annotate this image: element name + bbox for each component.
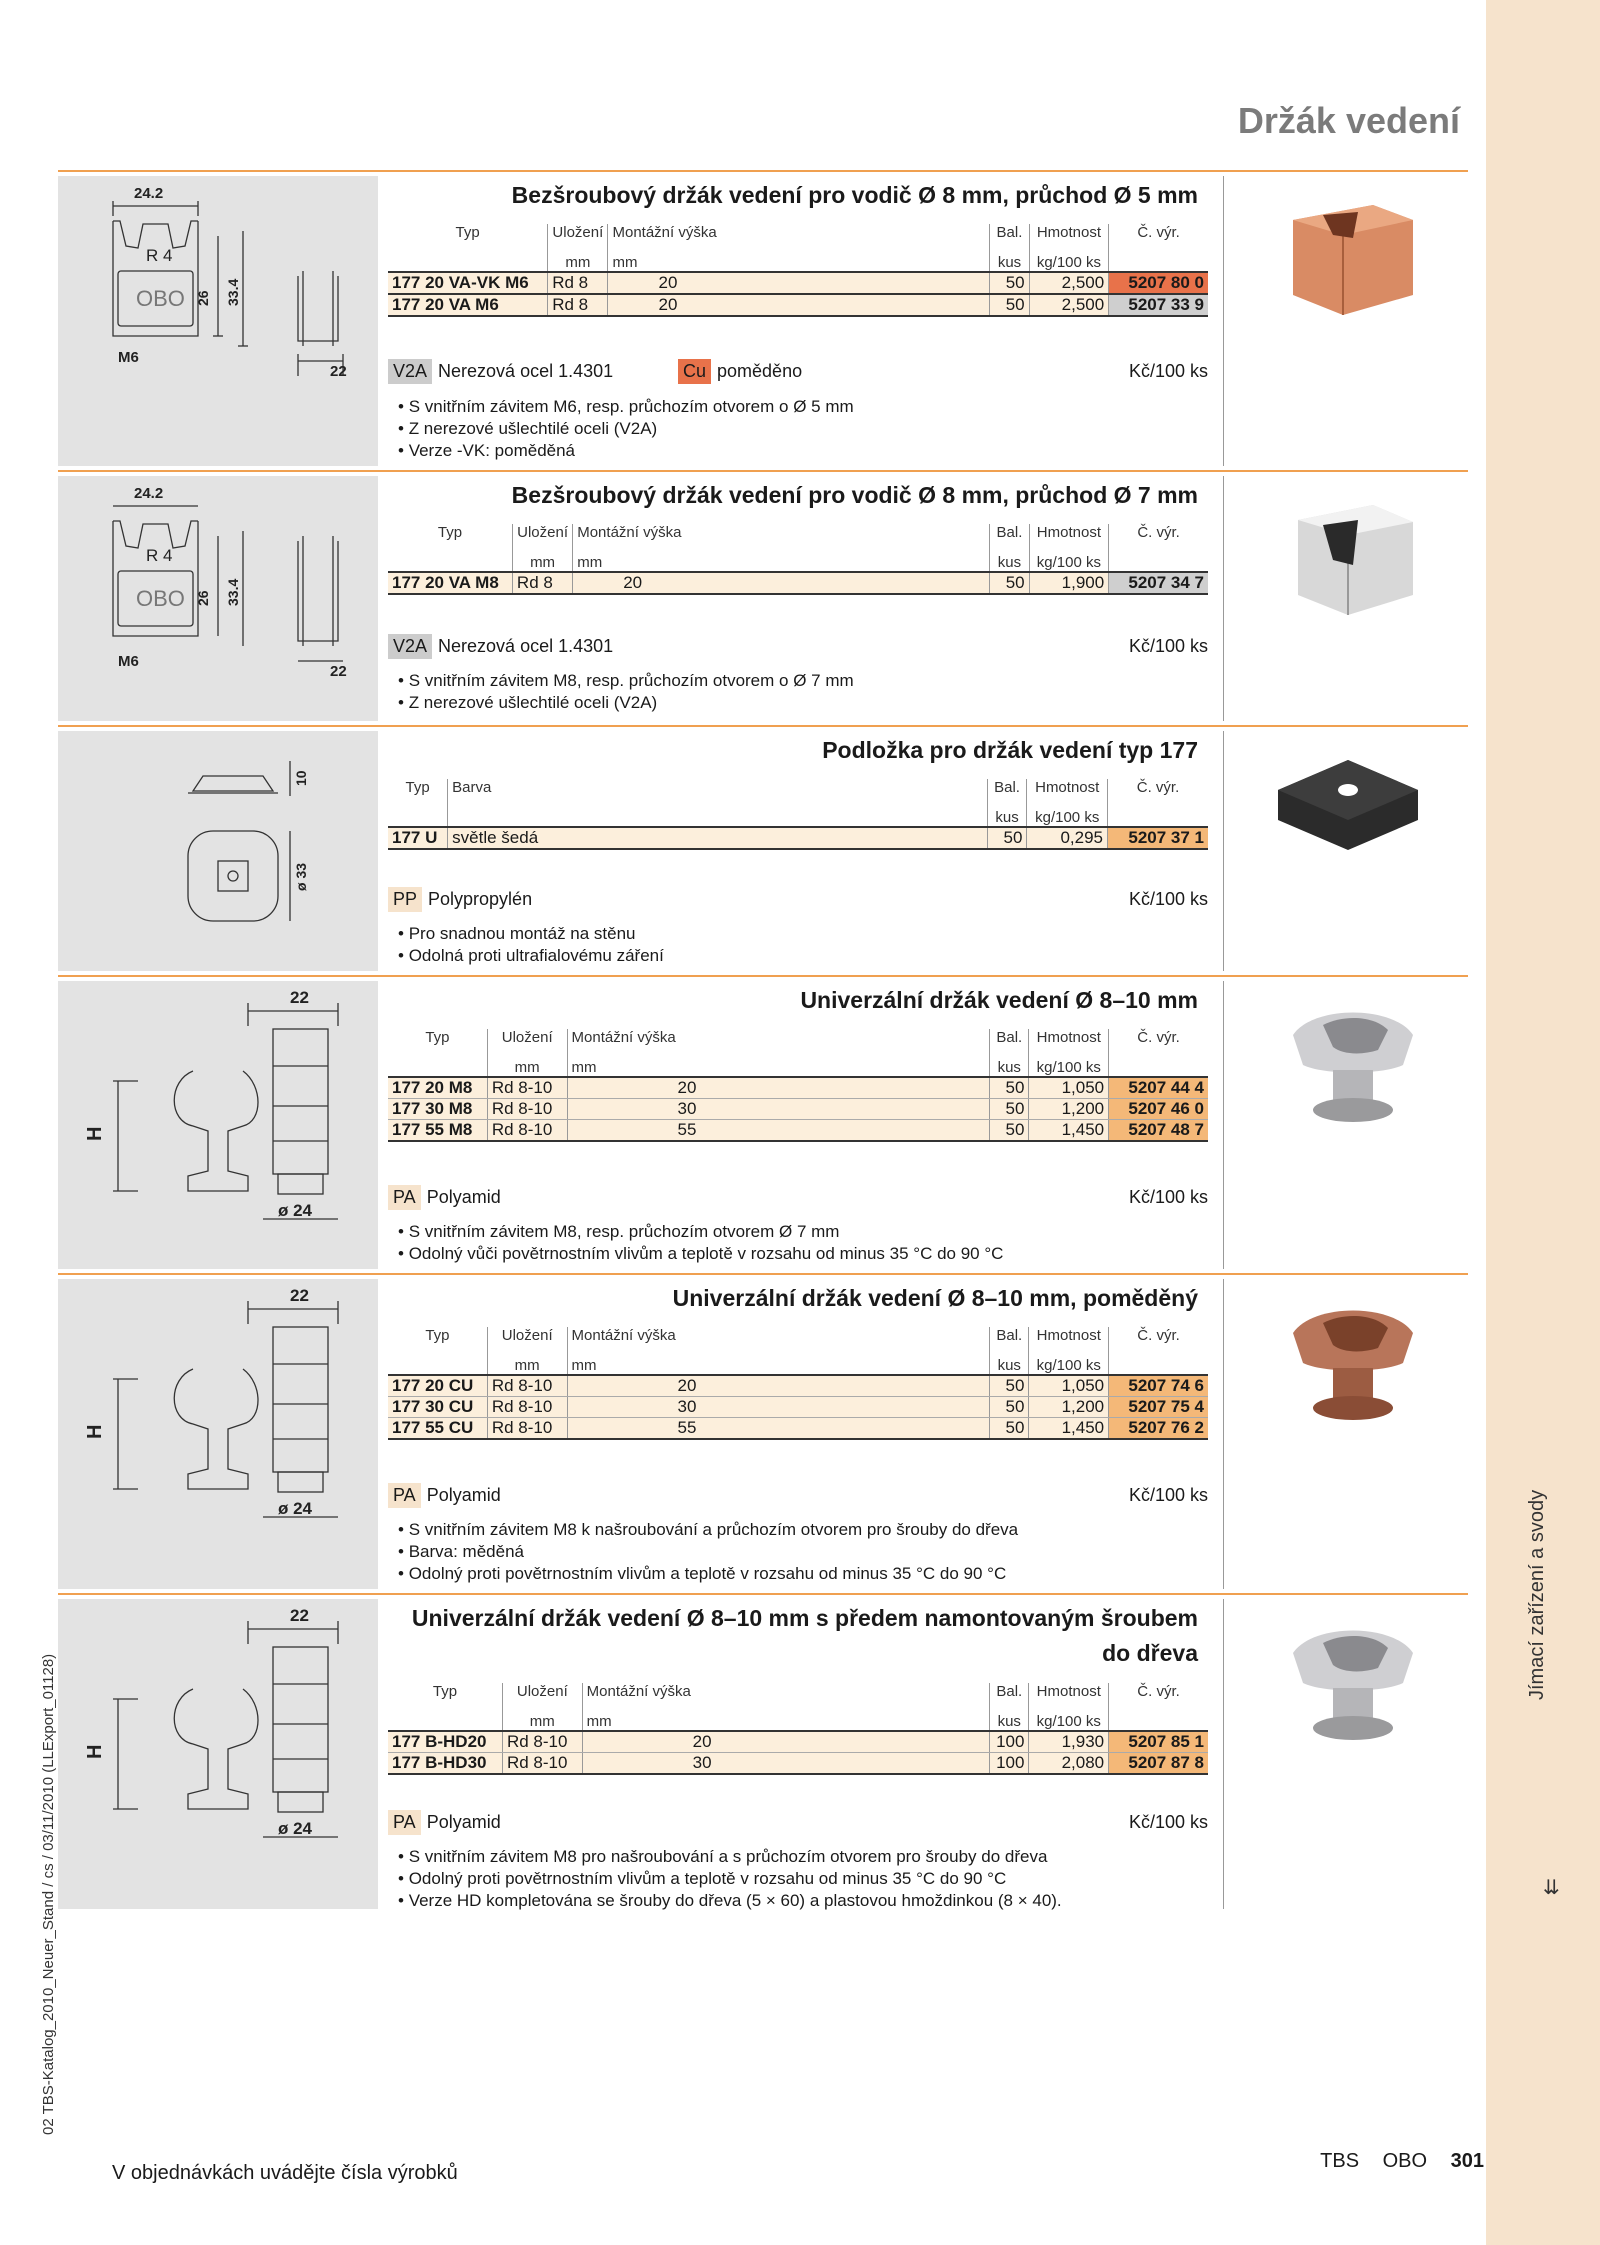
- material-line: V2A Nerezová ocel 1.4301 Cu poměděno Kč/100 ks: [388, 359, 1208, 389]
- table-row: 177 B-HD30 Rd 8-10 30 100 2,080 5207 87 8: [388, 1753, 1208, 1775]
- col-ulozeni: Uložení: [548, 224, 608, 241]
- technical-drawing-2: [58, 476, 378, 721]
- unit-mm: mm: [608, 241, 990, 272]
- material-badge: V2A: [388, 359, 432, 384]
- article-code: 5207 80 0: [1109, 272, 1208, 294]
- material-line: V2A Nerezová ocel 1.4301 Kč/100 ks: [388, 634, 1208, 664]
- table-row: 177 20 VA M8 Rd 8 20 50 1,900 5207 34 7: [388, 572, 1208, 594]
- sidebar-chapter-label: Jímací zařízení a svody: [1526, 1489, 1548, 1700]
- dim-r4: R 4: [146, 246, 173, 265]
- product-section-1: [58, 170, 1468, 472]
- svg-text:24.2: 24.2: [134, 485, 164, 502]
- product-photo-universal-holder: [1253, 985, 1443, 1135]
- dim-24-2: 24.2: [134, 185, 164, 202]
- section-title: Bezšroubový držák vedení pro vodič Ø 8 mm, průchod Ø 7 mm: [511, 482, 1198, 508]
- table-row: 177 B-HD20 Rd 8-10 20 100 1,930 5207 85 1: [388, 1731, 1208, 1753]
- product-table: [388, 224, 1208, 317]
- article-code: 5207 37 1: [1108, 827, 1209, 849]
- table-row: 177 30 M8 Rd 8-10 30 50 1,200 5207 46 0: [388, 1099, 1208, 1120]
- dim-26: 26: [195, 290, 211, 306]
- product-section-2: [58, 470, 1468, 727]
- dim-22: 22: [330, 363, 347, 380]
- product-photo-steel-clip: [1253, 480, 1443, 630]
- article-code: 5207 76 2: [1109, 1418, 1208, 1440]
- table-row: 177 20 CU Rd 8-10 20 50 1,050 5207 74 6: [388, 1375, 1208, 1397]
- table-row: 177 20 VA M6 Rd 8 20 50 2,500 5207 33 9: [388, 294, 1208, 316]
- article-code: 5207 85 1: [1109, 1731, 1208, 1753]
- col-bal: Bal.: [990, 224, 1029, 241]
- article-code: 5207 33 9: [1109, 294, 1208, 316]
- article-code: 5207 44 4: [1109, 1077, 1208, 1099]
- svg-text:H: H: [84, 1126, 106, 1141]
- obo-emboss: OBO: [136, 286, 185, 311]
- svg-text:ø 33: ø 33: [293, 862, 309, 891]
- price-unit: Kč/100 ks: [1128, 361, 1208, 381]
- svg-text:ø 24: ø 24: [278, 1819, 313, 1838]
- svg-text:ø 24: ø 24: [278, 1499, 313, 1518]
- dim-m6: M6: [118, 349, 139, 366]
- material-line: PA Polyamid Kč/100 ks: [388, 1483, 1208, 1513]
- article-code: 5207 87 8: [1109, 1753, 1208, 1775]
- technical-drawing-3: [58, 731, 378, 971]
- clip-holder-drawing: [58, 176, 378, 466]
- technical-drawing-5: [58, 1279, 378, 1589]
- svg-text:H: H: [84, 1744, 106, 1759]
- article-code: 5207 74 6: [1109, 1375, 1208, 1397]
- dim-33-4: 33.4: [225, 278, 241, 306]
- unit-mm: mm: [548, 241, 608, 272]
- col-typ: Typ: [455, 224, 480, 241]
- svg-text:10: 10: [293, 770, 309, 786]
- product-table: Typ Uložení Montážní výška Bal. Hmotnost Č. výr. mm mm kus kg/100 ks 177 20 VA M8 Rd 8 20 50 1,900 5207 34 7: [388, 524, 1208, 595]
- product-table: Typ Uložení Montážní výška Bal. Hmotnost Č. výr. mm mm kus kg/100 ks 177 B-HD20 Rd 8-10 20 100 1,930 5207 85 1 177 B-HD30 Rd 8-10 30 100 2,080 5207 87 8: [388, 1683, 1208, 1775]
- material-badge-cu: Cu: [678, 359, 711, 384]
- chapter-marker-icon: ⇊: [1543, 1877, 1560, 1899]
- feature-list: • S vnitřním závitem M8, resp. průchozím otvorem o Ø 7 mm • Z nerezové ušlechtilé oceli (V2A): [398, 670, 854, 714]
- svg-text:H: H: [84, 1424, 106, 1439]
- product-section-3: [58, 725, 1468, 977]
- svg-text:22: 22: [290, 1606, 309, 1625]
- feature-list: • S vnitřním závitem M8 k našroubování a průchozím otvorem pro šrouby do dřeva • Barva: měděná • Odolný proti povětrnostním vlivům a teplotě v rozsahu od minus 35 °C do 90 °C: [398, 1519, 1018, 1585]
- section-title: Univerzální držák vedení Ø 8–10 mm, poměděný: [672, 1285, 1198, 1311]
- table-row: 177 20 M8 Rd 8-10 20 50 1,050 5207 44 4: [388, 1077, 1208, 1099]
- print-job-note: 02 TBS-Katalog_2010_Neuer_Stand / cs / 03/11/2010 (LLExport_01128): [40, 1653, 57, 2135]
- feature-list: • Pro snadnou montáž na stěnu • Odolná proti ultrafialovému záření: [398, 923, 664, 967]
- feature-list: • S vnitřním závitem M8 pro našroubování a s průchozím otvorem pro šrouby do dřeva • Odolný proti povětrnostním vlivům a teplotě v rozsahu od minus 35 °C do 90 °C • Verze HD kompletována se šrouby do dřeva (5 × 60) a plastovou hmoždinkou (8 × 40).: [398, 1846, 1062, 1912]
- technical-drawing-6: [58, 1599, 378, 1909]
- section-title: Univerzální držák vedení Ø 8–10 mm: [800, 987, 1198, 1013]
- section-title: Bezšroubový držák vedení pro vodič Ø 8 mm, průchod Ø 5 mm: [511, 182, 1198, 208]
- svg-text:OBO: OBO: [136, 586, 185, 611]
- col-hmotnost: Hmotnost: [1029, 224, 1109, 241]
- svg-text:33.4: 33.4: [225, 578, 241, 606]
- svg-text:M6: M6: [118, 653, 139, 670]
- article-code: 5207 46 0: [1109, 1099, 1208, 1120]
- product-photo-copper-holder: [1253, 1283, 1443, 1433]
- svg-text:22: 22: [330, 663, 347, 680]
- table-row: 177 20 VA-VK M6 Rd 8 20 50 2,500 5207 80 0: [388, 272, 1208, 294]
- material-line: PA Polyamid Kč/100 ks: [388, 1810, 1208, 1840]
- right-sidebar-band: [1486, 0, 1600, 2245]
- product-photo-copper-clip: [1253, 180, 1443, 330]
- feature-list: • S vnitřním závitem M8, resp. průchozím otvorem Ø 7 mm • Odolný vůči povětrnostním vlivům a teplotě v rozsahu od minus 35 °C do 90 °C: [398, 1221, 1003, 1265]
- section-title: Univerzální držák vedení Ø 8–10 mm s předem namontovaným šroubem do dřeva: [411, 1605, 1198, 1666]
- table-row: 177 U světle šedá 50 0,295 5207 37 1: [388, 827, 1208, 849]
- table-row: 177 55 M8 Rd 8-10 55 50 1,450 5207 48 7: [388, 1120, 1208, 1142]
- footer-brand: TBS OBO 301: [1320, 2150, 1484, 2172]
- product-section-6: [58, 1593, 1468, 1915]
- footer-order-note: V objednávkách uvádějte čísla výrobků: [112, 2162, 458, 2184]
- technical-drawing-4: [58, 981, 378, 1269]
- col-montazni: Montážní výška: [608, 224, 990, 241]
- product-section-5: [58, 1273, 1468, 1595]
- product-section-4: [58, 975, 1468, 1275]
- article-code: 5207 48 7: [1109, 1120, 1208, 1142]
- svg-text:22: 22: [290, 1286, 309, 1305]
- technical-drawing-1: [58, 176, 378, 466]
- unit-kus: kus: [990, 241, 1029, 272]
- product-table: Typ Uložení Montážní výška Bal. Hmotnost Č. výr. mm mm kus kg/100 ks 177 20 CU Rd 8-10 20 50 1,050 5207 74 6 177 30 CU Rd 8-10 30 50 1,200 5207 75 4 177 55 CU Rd 8-10 55 50 1,450 5207 76 2: [388, 1327, 1208, 1440]
- product-photo-holder-with-screw: [1253, 1603, 1443, 1753]
- section-title: Podložka pro držák vedení typ 177: [822, 737, 1198, 763]
- material-line: PA Polyamid Kč/100 ks: [388, 1185, 1208, 1215]
- page-number: 301: [1450, 2150, 1484, 2172]
- table-row: 177 55 CU Rd 8-10 55 50 1,450 5207 76 2: [388, 1418, 1208, 1440]
- product-table: Typ Uložení Montážní výška Bal. Hmotnost Č. výr. mm mm kus kg/100 ks 177 20 M8 Rd 8-10 20 50 1,050 5207 44 4 177 30 M8 Rd 8-10 30 50 1,200 5207 46 0 177 55 M8 Rd 8-10 55 50 1,450 5207 48 7: [388, 1029, 1208, 1142]
- product-table: Typ Barva Bal. Hmotnost Č. výr. kus kg/100 ks 177 U světle šedá 50 0,295 5207 37 1: [388, 779, 1208, 850]
- svg-text:26: 26: [195, 590, 211, 606]
- article-code: 5207 75 4: [1109, 1397, 1208, 1418]
- svg-text:ø 24: ø 24: [278, 1201, 313, 1220]
- col-cvyr: Č. výr.: [1109, 224, 1208, 241]
- feature-list: • S vnitřním závitem M6, resp. průchozím otvorem o Ø 5 mm • Z nerezové ušlechtilé oceli (V2A) • Verze -VK: poměděná: [398, 396, 854, 462]
- svg-text:22: 22: [290, 988, 309, 1007]
- table-row: 177 30 CU Rd 8-10 30 50 1,200 5207 75 4: [388, 1397, 1208, 1418]
- page-title: Držák vedení: [1237, 100, 1460, 141]
- unit-kg: kg/100 ks: [1029, 241, 1109, 272]
- svg-text:R 4: R 4: [146, 546, 173, 565]
- material-line: PP Polypropylén Kč/100 ks: [388, 887, 1208, 917]
- product-photo-base-plate: [1253, 735, 1443, 885]
- article-code: 5207 34 7: [1109, 572, 1208, 594]
